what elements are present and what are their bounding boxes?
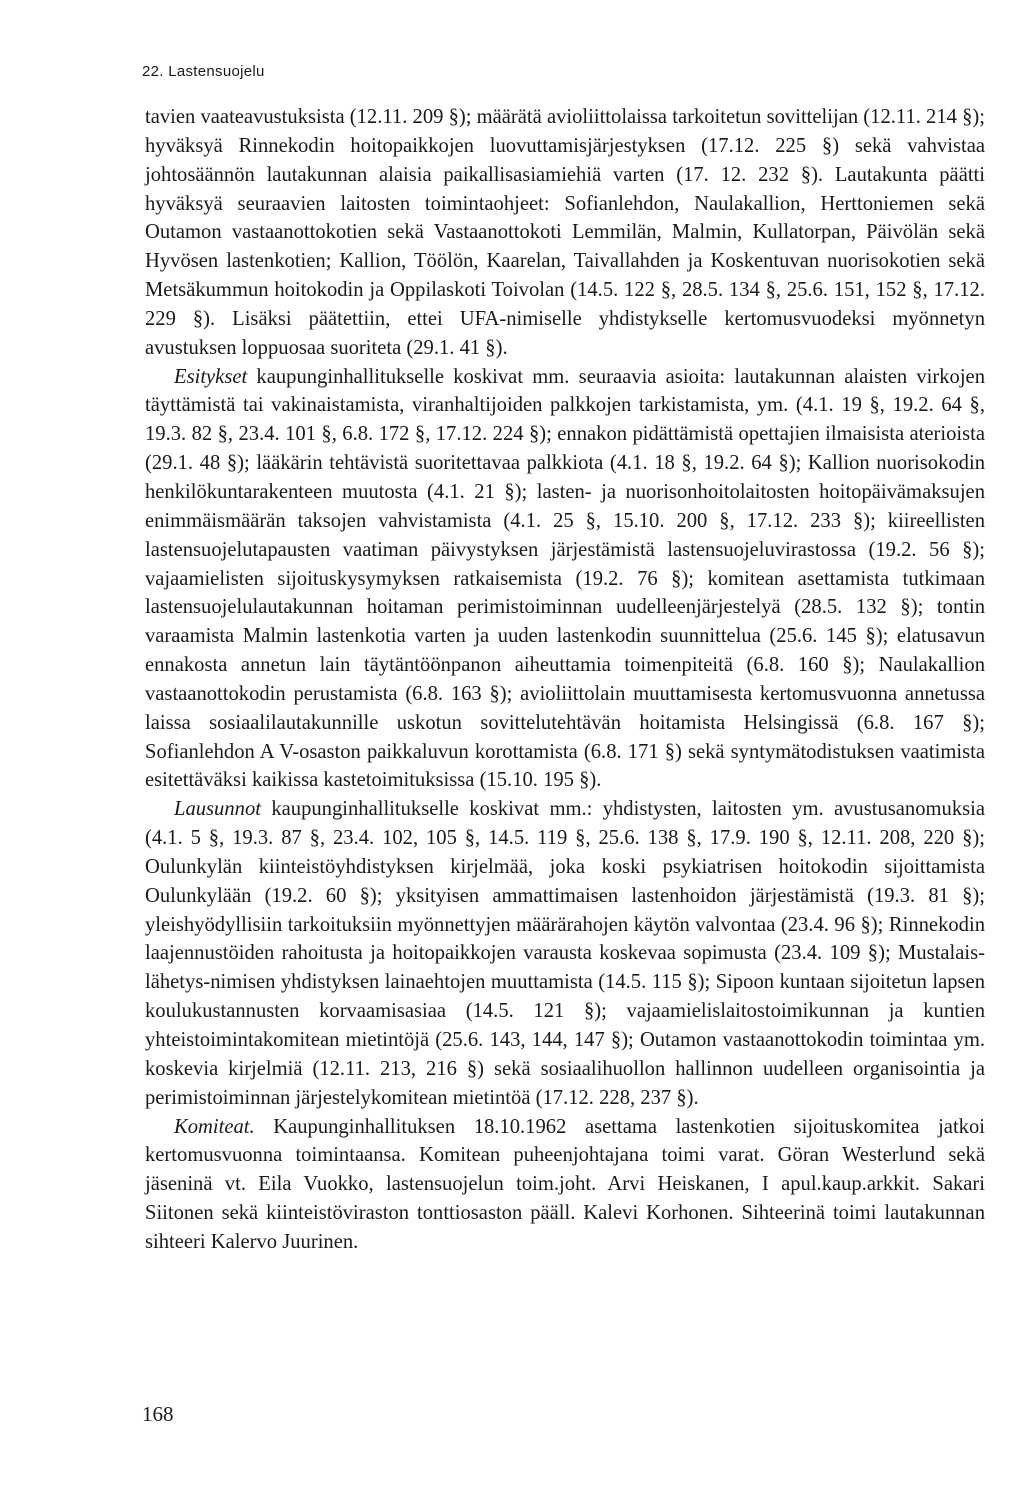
document-page [142,62,985,1257]
paragraph-text: tavien vaateavustuksista (12.11. 209 §); määrätä avioliittolaissa tarkoitetun sovittelijan (12.11. 214 §); hyväksyä Rinnekodin hoitopaikkojen luovuttamisjärjestyksen (17.12. 225 §) sekä vahvistaa johtosäännön lautakunnan alaisia paikallisasiamiehiä varten (17. 12. 232 §). Lautakunta päätti hyväksyä seuraavien laitosten toimintaohjeet: Sofianlehdon, Naulakallion, Herttoniemen sekä Outamon vastaanottokotien sekä Vastaanottokoti Lemmilän, Malmin, Kullatorpan, Päivölän sekä Hyvösen lastenkotien; Kallion, Töölön, Kaarelan, Taivallahden ja Koskentuvan nuorisokotien sekä Metsäkummun hoitokodin ja Oppilaskoti Toivolan (14.5. 122 §, 28.5. 134 §, 25.6. 151, 152 §, 17.12. 229 §). Lisäksi päätettiin, ettei UFA-nimiselle yhdistykselle kertomusvuodeksi myönnetyn avustuksen loppuosaa suoriteta (29.1. 41 §). [145,106,985,359]
paragraph-lead-lausunnot: Lausunnot [174,798,261,821]
paragraph-proposals [145,363,985,796]
paragraph-text: kaupunginhallitukselle koskivat mm.: yhdistysten, laitosten ym. avustusanomuksia (4.1. 5 §, 19.3. 87 §, 23.4. 102, 105 §, 14.5. 119 §, 25.6. 138 §, 17.9. 190 §, 12.11. 208, 220 §); Oulunkylän kiinteistöyhdistyksen kirjelmää, joka koski psykiatrisen hoitokodin sijoittamista Oulunkylään (19.2. 60 §); yksityisen ammattimaisen lastenhoidon järjestämistä (19.3. 81 §); yleishyödyllisiin tarkoituksiin myönnettyjen määrärahojen käytön valvontaa (23.4. 96 §); Rinnekodin laajennustöiden rahoitusta ja hoitopaikkojen varausta koskevaa sopimusta (23.4. 109 §); Mustalaislähetys-nimisen yhdistyksen lainaehtojen muuttamista (14.5. 115 §); Sipoon kuntaan sijoitetun lapsen koulukustannusten korvaamisasiaa (14.5. 121 §); vajaamielislaitostoimikunnan ja kuntien yhteistoimintakomitean mietintöjä (25.6. 143, 144, 147 §); Outamon vastaanottokodin toimintaa ym. koskevia kirjelmiä (12.11. 213, 216 §) sekä sosiaalihuollon hallinnon uudelleen organisointia ja perimistoiminnan järjestelykomitean mietintöä (17.12. 228, 237 §). [145,798,985,1109]
running-header: 22. Lastensuojelu [142,63,265,80]
paragraph-text: Kaupunginhallituksen 18.10.1962 asettama lastenkotien sijoituskomitea jatkoi kertomusvuonna toimintaansa. Komitean puheenjohtajana toimi varat. Göran Westerlund sekä jäseninä vt. Eila Vuokko, lastensuojelun toim.joht. Arvi Heiskanen, I apul.kaup.arkkit. Sakari Siitonen sekä kiinteistöviraston tonttiosaston pääll. Kalevi Korhonen. Sihteerinä toimi lautakunnan sihteeri Kalervo Juurinen. [145,1115,985,1253]
paragraph-lead-komiteat: Komiteat. [174,1115,255,1138]
body-text [145,103,985,1257]
page-number: 168 [142,1402,174,1426]
paragraph-statements [145,795,985,1112]
paragraph-lead-esitykset: Esitykset [174,365,248,388]
paragraph-text: kaupunginhallitukselle koskivat mm. seuraavia asioita: lautakunnan alaisten virkojen täyttämistä tai vakinaistamista, viranhaltijoiden palkkojen tarkistamista, ym. (4.1. 19 §, 19.2. 64 §, 19.3. 82 §, 23.4. 101 §, 6.8. 172 §, 17.12. 224 §); ennakon pidättämistä opettajien ilmaisista aterioista (29.1. 48 §); lääkärin tehtävistä suoritettavaa palkkiota (4.1. 18 §, 19.2. 64 §); Kallion nuorisokodin henkilökuntarakenteen muutosta (4.1. 21 §); lasten- ja nuorisonhoitolaitosten hoitopäivämaksujen enimmäismäärän taksojen vahvistamista (4.1. 25 §, 15.10. 200 §, 17.12. 233 §); kiireellisten lastensuojelutapausten vaatiman päivystyksen järjestämistä lastensuojeluvirastossa (19.2. 56 §); vajaamielisten sijoituskysymyksen ratkaisemista (19.2. 76 §); komitean asettamista tutkimaan lastensuojelulautakunnan hoitaman perimistoiminnan uudelleenjärjestelyä (28.5. 132 §); tontin varaamista Malmin lastenkotia varten ja uuden lastenkodin suunnittelua (25.6. 145 §); elatusavun ennakosta annetun lain täytäntöönpanon aiheuttamia toimenpiteitä (6.8. 160 §); Naulakallion vastaanottokodin perustamista (6.8. 163 §); avioliittolain muuttamisesta kertomusvuonna annetussa laissa sosiaalilautakunnille uskotun sovittelutehtävän hoitamista Helsingissä (6.8. 167 §); Sofianlehdon A V-osaston paikkaluvun korottamista (6.8. 171 §) sekä syntymätodistuksen vaatimista esitettäväksi kaikissa kastetoimituksissa (15.10. 195 §). [145,365,985,792]
paragraph-committees [145,1113,985,1257]
paragraph-decisions [145,103,985,363]
